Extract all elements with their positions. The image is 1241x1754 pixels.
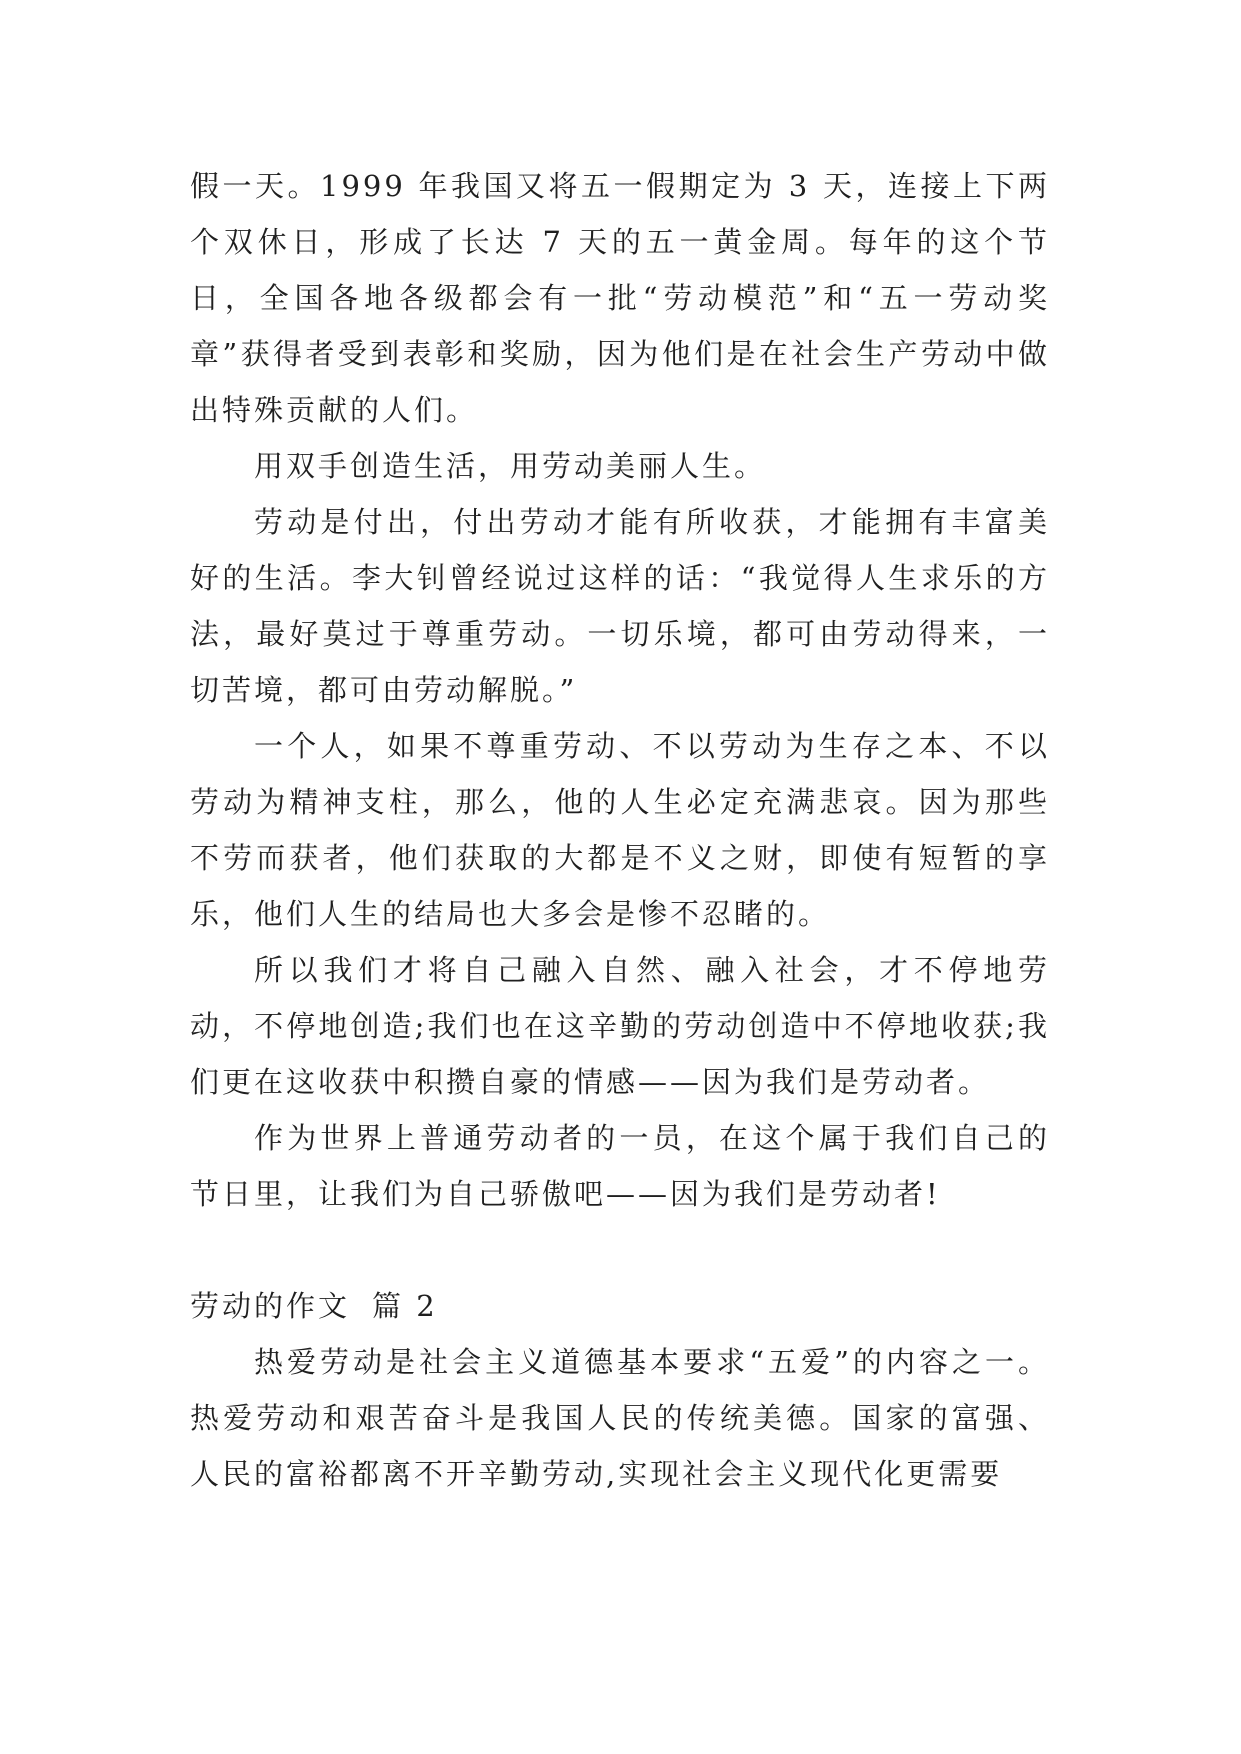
document-body [190,158,1050,1502]
section-number: 篇 2 [372,1289,438,1323]
paragraph: 用双手创造生活，用劳动美丽人生。 [254,449,767,483]
paragraph: 作为世界上普通劳动者的一员，在这个属于我们自己的节日里，让我们为自己骄傲吧——因为我们是劳动者! [190,1121,1050,1211]
paragraph: 一个人，如果不尊重劳动、不以劳动为生存之本、不以劳动为精神支柱，那么，他的人生必定充满悲哀。因为那些不劳而获者，他们获取的大都是不义之财，即使有短暂的享乐，他们人生的结局也大多会是惨不忍睹的。 [190,729,1050,931]
section-heading [190,1278,1050,1334]
section-title: 劳动的作文 [190,1289,351,1323]
paragraph: 劳动是付出，付出劳动才能有所收获，才能拥有丰富美好的生活。李大钊曾经说过这样的话：“我觉得人生求乐的方法，最好莫过于尊重劳动。一切乐境，都可由劳动得来，一切苦境，都可由劳动解脱。” [190,505,1050,707]
paragraph: 热爱劳动是社会主义道德基本要求“五爱”的内容之一。热爱劳动和艰苦奋斗是我国人民的传统美德。国家的富强、人民的富裕都离不开辛勤劳动,实现社会主义现代化更需要 [190,1345,1050,1491]
paragraph: 所以我们才将自己融入自然、融入社会，才不停地劳动，不停地创造;我们也在这辛勤的劳动创造中不停地收获;我们更在这收获中积攒自豪的情感——因为我们是劳动者。 [190,953,1050,1099]
paragraph-continued: 假一天。1999 年我国又将五一假期定为 3 天，连接上下两个双休日，形成了长达 7 天的五一黄金周。每年的这个节日，全国各地各级都会有一批“劳动模范”和“五一劳动奖章”获得者受到表彰和奖励，因为他们是在社会生产劳动中做出特殊贡献的人们。 [190,169,1050,427]
